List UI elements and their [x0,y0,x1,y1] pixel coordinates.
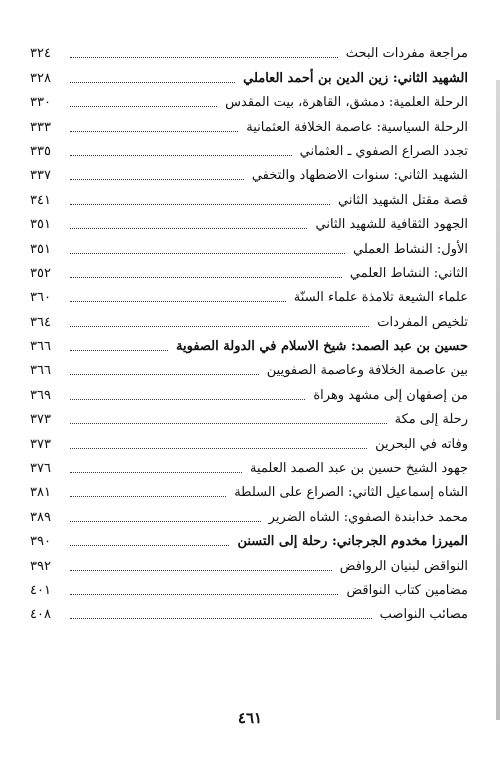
toc-entry-title: جهود الشيخ حسين بن عبد الصمد العلمية [249,461,468,477]
toc-entry-title: مصائب النواصب [379,607,468,623]
toc-entry-title: الجهود الثقافية للشهيد الثاني [315,217,468,233]
toc-entry [30,526,468,550]
toc-entry [30,258,468,282]
toc-entry-page: ٣٢٨ [30,70,51,86]
dot-leader [70,422,387,424]
toc-entry [30,404,468,428]
toc-entry [30,160,468,184]
toc-entry-title: الشاه إسماعيل الثاني: الصراع على السلطة [234,485,468,501]
toc-entry-page: ٣٣٥ [30,143,51,159]
page-edge [496,80,500,720]
toc-entry-page: ٣٧٣ [30,436,51,452]
toc-entry [30,331,468,355]
toc-entry-page: ٣٦٦ [30,339,51,355]
dot-leader [70,130,238,132]
toc-entry-page: ٣٥١ [30,241,51,257]
toc-entry-title: الرحلة العلمية: دمشق، القاهرة، بيت المقدس [225,95,468,111]
page-number: ٤٦١ [237,709,263,727]
toc-entry-title: الميرزا مخدوم الجرجاني: رحلة إلى التسنن [237,534,468,550]
toc-entry-page: ٣٣٣ [30,119,51,135]
dot-leader [70,520,261,522]
toc-entry-title: حسين بن عبد الصمد: شيخ الاسلام في الدولة الصفوية [176,339,468,355]
toc-entry-title: محمد خدابندة الصفوي: الشاه الضرير [268,509,468,525]
toc-entry-page: ٣٦٩ [30,387,51,403]
toc-entry [30,87,468,111]
toc-entry-title: مضامين كتاب النواقض [346,582,468,598]
toc-entry [30,428,468,452]
dot-leader [70,252,345,254]
toc-list [30,38,468,623]
toc-entry [30,282,468,306]
toc-entry [30,233,468,257]
toc-entry-title: تلخيص المفردات [377,314,468,330]
dot-leader [70,569,332,571]
dot-leader [70,81,235,83]
dot-leader [70,544,229,546]
toc-entry-page: ٣٤١ [30,192,51,208]
dot-leader [70,373,259,375]
toc-entry-page: ٣٧٦ [30,461,51,477]
dot-leader [70,154,292,156]
toc-entry-title: النواقض لبنيان الروافض [339,558,468,574]
dot-leader [70,105,217,107]
toc-entry [30,599,468,623]
toc-entry [30,62,468,86]
toc-entry-title: تجدد الصراع الصفوي ـ العثماني [299,143,468,159]
toc-entry [30,209,468,233]
toc-entry-page: ٣٦٠ [30,290,51,306]
dot-leader [70,178,244,180]
dot-leader [70,276,342,278]
toc-entry-title: بين عاصمة الخلافة وعاصمة الصفويين [266,363,468,379]
toc-entry-title: علماء الشيعة تلامذة علماء السنّة [293,290,468,306]
dot-leader [70,300,286,302]
toc-entry-page: ٣٦٤ [30,314,51,330]
toc-entry-title: الشهيد الثاني: زين الدين بن أحمد العاملي [243,70,468,86]
dot-leader [70,447,367,449]
toc-entry [30,453,468,477]
toc-entry [30,379,468,403]
toc-entry [30,550,468,574]
toc-entry [30,477,468,501]
dot-leader [70,495,226,497]
toc-entry-page: ٣٥١ [30,217,51,233]
toc-entry [30,111,468,135]
toc-entry [30,501,468,525]
toc-entry-title: الأول: النشاط العملي [353,241,468,257]
dot-leader [70,203,330,205]
toc-entry-title: الثاني: النشاط العلمي [349,265,468,281]
toc-entry [30,575,468,599]
toc-entry-page: ٣٣٧ [30,168,51,184]
toc-entry-page: ٣٢٤ [30,46,51,62]
dot-leader [70,617,372,619]
toc-entry-title: رحلة إلى مكة [394,412,468,428]
toc-entry-page: ٤٠١ [30,582,51,598]
toc-entry-page: ٣٩٠ [30,534,51,550]
dot-leader [70,227,307,229]
dot-leader [70,398,305,400]
toc-entry-title: الرحلة السياسية: عاصمة الخلافة العثمانية [246,119,468,135]
toc-entry [30,184,468,208]
toc-entry-page: ٣٦٦ [30,363,51,379]
toc-entry [30,38,468,62]
toc-entry-title: وفاته في البحرين [375,436,468,452]
toc-entry-title: من إصفهان إلى مشهد وهراة [313,387,468,403]
toc-entry-page: ٣٣٠ [30,95,51,111]
dot-leader [70,593,338,595]
toc-entry-page: ٣٨١ [30,485,51,501]
dot-leader [70,325,369,327]
dot-leader [70,471,242,473]
toc-entry-title: مراجعة مفردات البحث [345,46,468,62]
toc-entry [30,306,468,330]
toc-entry [30,136,468,160]
toc-entry-page: ٣٨٩ [30,509,51,525]
toc-entry-page: ٣٩٢ [30,558,51,574]
dot-leader [70,349,168,351]
toc-entry-page: ٤٠٨ [30,607,51,623]
toc-entry-title: الشهيد الثاني: سنوات الاضطهاد والتخفي [251,168,468,184]
toc-entry-title: قصة مقتل الشهيد الثاني [338,192,468,208]
toc-entry-page: ٣٧٣ [30,412,51,428]
dot-leader [70,56,338,58]
toc-entry-page: ٣٥٢ [30,265,51,281]
toc-entry [30,355,468,379]
